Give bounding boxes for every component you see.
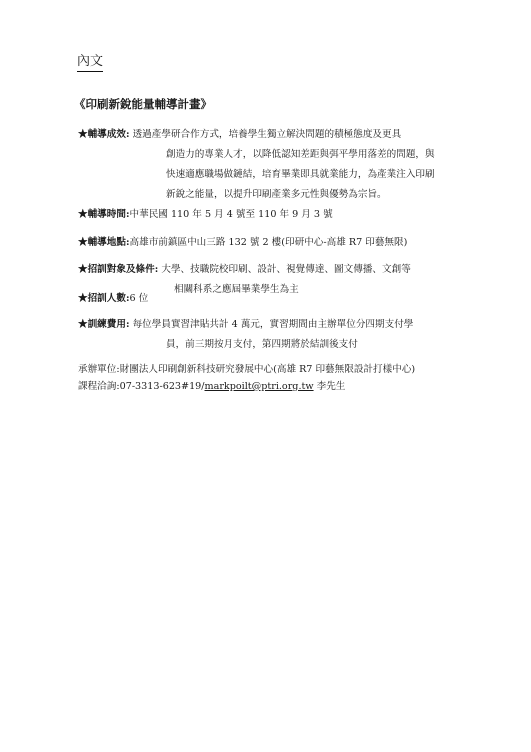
section-time (78, 205, 333, 225)
count-value: 6 位 (129, 293, 149, 304)
contact-email[interactable]: markpoilt@ptri.org.tw (204, 381, 314, 392)
goals-line-1: 透過產學研合作方式，培養學生獨立解決問題的積極態度及更具 (132, 129, 402, 140)
organizer-label: 承辦單位: (78, 364, 120, 375)
section-fee (78, 315, 413, 355)
contact-person: 李先生 (316, 381, 346, 392)
section-count (78, 289, 148, 309)
contact-label: 課程洽詢: (78, 381, 120, 392)
contact-phone: 07-3313-623#19/ (119, 381, 205, 392)
fee-line-2: 員，前三期按月支付，第四期將於結訓後支付 (166, 339, 358, 350)
section-goals (78, 125, 435, 205)
place-label: ★輔導地點: (78, 237, 130, 248)
program-title: 《印刷新銳能量輔導計畫》 (74, 97, 212, 111)
time-label: ★輔導時間: (78, 209, 130, 220)
contact-line (78, 378, 415, 395)
goals-line-2: 創造力的專業人才，以降低認知差距與弭平學用落差的問題，與 (166, 149, 435, 160)
count-label: ★招訓人數: (78, 293, 130, 304)
organizer-line (78, 361, 415, 378)
organizer-value: 財團法人印刷創新科技研究發展中心(高雄 R7 印藝無限設計打樣中心) (119, 364, 416, 375)
target-label: ★招訓對象及條件: (78, 264, 159, 275)
goals-line-3: 快速適應職場做鏈結，培育畢業即具就業能力，為產業注入印刷 (166, 169, 435, 180)
goals-line-4: 新銳之能量，以提升印刷產業多元性與優勢為宗旨。 (166, 189, 387, 200)
fee-line-1: 每位學員實習津貼共計 4 萬元，實習期間由主辦單位分四期支付學 (132, 319, 414, 330)
target-line-1: 大學、技職院校印刷、設計、視覺傳達、圖文傳播、文創等 (161, 264, 411, 275)
time-value: 中華民國 110 年 5 月 4 號至 110 年 9 月 3 號 (129, 209, 333, 220)
place-value: 高雄市前鎮區中山三路 132 號 2 樓(印研中心-高雄 R7 印藝無限) (129, 237, 408, 248)
fee-label: ★訓練費用: (78, 319, 130, 330)
section-place (78, 233, 407, 253)
page-heading: 內文 (77, 50, 103, 72)
target-line-2: 相關科系之應屆畢業學生為主 (174, 284, 299, 295)
footer (78, 361, 415, 395)
goals-label: ★輔導成效: (78, 129, 130, 140)
